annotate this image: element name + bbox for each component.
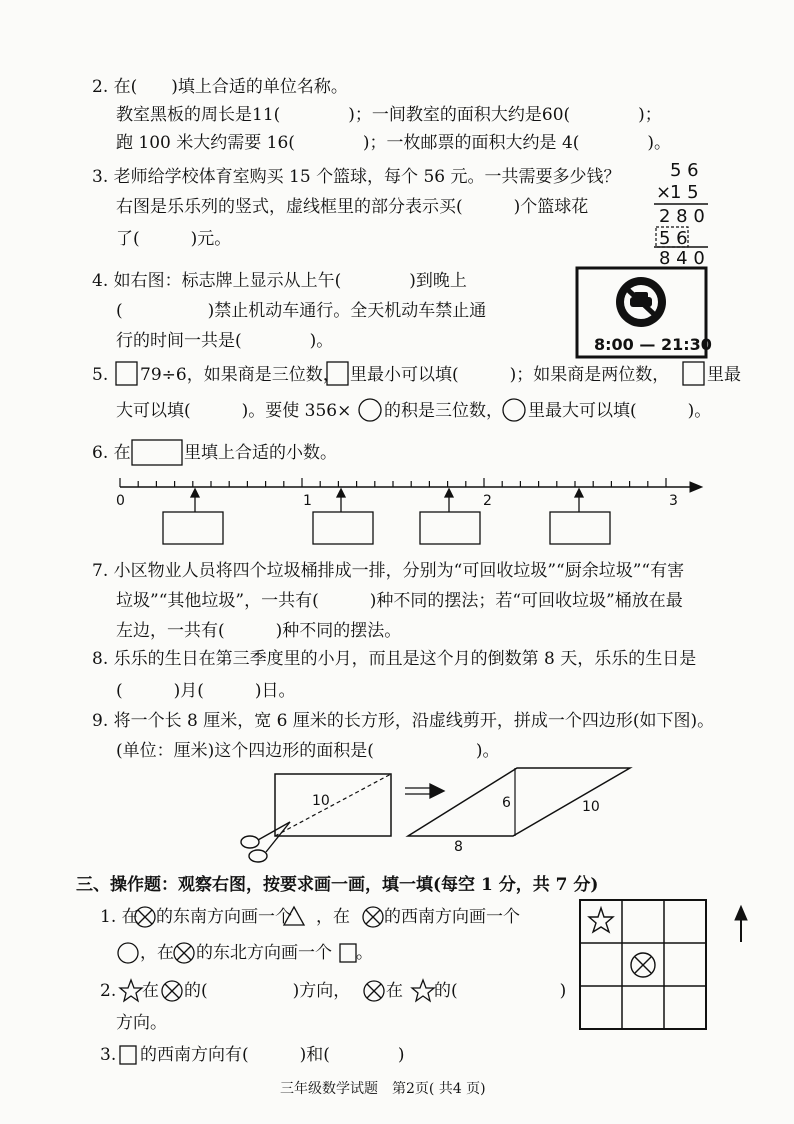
calc-multiplier: 1 5 bbox=[670, 182, 699, 203]
up-arrow-icon bbox=[337, 489, 345, 497]
number-line-arrow-icon bbox=[690, 482, 702, 492]
calc-partial-2: 5 6 bbox=[659, 228, 688, 249]
scissors-icon bbox=[241, 822, 290, 862]
s3q2-p3: 的( )方向， bbox=[184, 981, 351, 1001]
q5-box-1[interactable] bbox=[116, 362, 137, 385]
q5-part5: 大可以填( )。要使 356× bbox=[116, 401, 352, 421]
para-height-label: 6 bbox=[502, 795, 511, 811]
s3q1-p2: 的东南方向画一个 bbox=[156, 907, 292, 927]
q9-line1: 9. 将一个长 8 厘米，宽 6 厘米的长方形，沿虚线剪开，拼成一个四边形(如下图)。 bbox=[92, 711, 715, 731]
transform-arrow-icon bbox=[405, 784, 444, 798]
grid-star-icon bbox=[589, 908, 613, 932]
sign-time: 8:00 — 21:30 bbox=[594, 335, 712, 354]
q6-answer-box-3[interactable] bbox=[420, 512, 480, 544]
q2-title: 2. 在( )填上合适的单位名称。 bbox=[92, 77, 348, 97]
q6-part2: 里填上合适的小数。 bbox=[184, 443, 337, 463]
s3q1-p5: ，在 bbox=[140, 943, 174, 963]
triangle-icon bbox=[284, 907, 304, 925]
s3q1-p3: ，在 bbox=[316, 907, 350, 927]
q8-line1: 8. 乐乐的生日在第三季度里的小月，而且是这个月的倒数第 8 天，乐乐的生日是 bbox=[92, 649, 697, 669]
q9-line2: (单位：厘米)这个四边形的面积是( )。 bbox=[116, 741, 500, 761]
q6-answer-box-4[interactable] bbox=[550, 512, 610, 544]
q7-line1: 7. 小区物业人员将四个垃圾桶排成一排，分别为“可回收垃圾”“厨余垃圾”“有害 bbox=[92, 561, 685, 581]
q5-circle-2[interactable] bbox=[503, 399, 525, 421]
star-icon bbox=[120, 980, 142, 1001]
calc-operator: × bbox=[656, 182, 672, 203]
up-arrow-icon bbox=[575, 489, 583, 497]
q7-line3: 左边，一共有( )种不同的摆法。 bbox=[116, 621, 402, 641]
vertical-multiplication bbox=[654, 204, 708, 247]
tick-label-0: 0 bbox=[116, 493, 125, 509]
s3q2-p4: 在 bbox=[386, 981, 403, 1001]
s3q1-p6: 的东北方向画一个 bbox=[196, 943, 332, 963]
q6-part1: 6. 在 bbox=[92, 443, 131, 463]
q3-line2: 右图是乐乐列的竖式，虚线框里的部分表示买( )个篮球花 bbox=[116, 197, 589, 217]
calc-result: 8 4 0 bbox=[659, 248, 705, 269]
tick-label-3: 3 bbox=[669, 493, 678, 509]
calc-multiplicand: 5 6 bbox=[670, 160, 699, 181]
section-3-title: 三、操作题：观察右图，按要求画一画，填一填(每空 1 分，共 7 分) bbox=[76, 875, 599, 895]
s3q2-p5: 的( ) bbox=[434, 981, 567, 1001]
q2-line2: 跑 100 米大约需要 16( )；一枚邮票的面积大约是 4( )。 bbox=[116, 133, 672, 153]
q2-line1: 教室黑板的周长是11( )；一间教室的面积大约是60( )； bbox=[116, 105, 662, 125]
q4-line1: 4. 如右图：标志牌上显示从上午( )到晚上 bbox=[92, 271, 467, 291]
q9-rectangle bbox=[275, 774, 391, 836]
q6-answer-box-1[interactable] bbox=[163, 512, 223, 544]
s3q3-p1: 3. bbox=[100, 1045, 117, 1065]
q5-box-3[interactable] bbox=[683, 362, 704, 385]
q3-line1: 3. 老师给学校体育室购买 15 个篮球，每个 56 元。一共需要多少钱？ bbox=[92, 167, 621, 187]
up-arrow-icon bbox=[191, 489, 199, 497]
para-base-label: 8 bbox=[454, 839, 463, 855]
s3q2-p2: 在 bbox=[142, 981, 159, 1001]
north-arrow-icon bbox=[735, 906, 747, 942]
q5-box-2[interactable] bbox=[327, 362, 348, 385]
q6-answer-box-2[interactable] bbox=[313, 512, 373, 544]
q5-part7: 里最大可以填( )。 bbox=[528, 401, 712, 421]
q5-part4: 里最 bbox=[707, 365, 741, 385]
tick-label-1: 1 bbox=[303, 493, 312, 509]
no-motor-vehicle-sign bbox=[577, 268, 706, 357]
s3q1-p7: 。 bbox=[356, 943, 373, 963]
number-line-ticks bbox=[120, 478, 666, 487]
calc-partial-1: 2 8 0 bbox=[659, 206, 705, 227]
tick-label-2: 2 bbox=[483, 493, 492, 509]
q6-title-box bbox=[132, 440, 182, 465]
q7-line2: 垃圾”“其他垃圾”，一共有( )种不同的摆法；若“可回收垃圾”桶放在最 bbox=[116, 591, 683, 611]
s3q2-line2: 方向。 bbox=[116, 1013, 167, 1033]
q5-circle-1[interactable] bbox=[359, 399, 381, 421]
para-side-label: 10 bbox=[582, 799, 600, 815]
q5-part2: 79÷6，如果商是三位数， bbox=[140, 365, 340, 385]
star-icon bbox=[412, 980, 434, 1001]
cut-line bbox=[275, 774, 391, 836]
q5-part6: 的积是三位数， bbox=[384, 401, 503, 421]
direction-grid bbox=[580, 900, 706, 1029]
s3q2-p1: 2. bbox=[100, 981, 117, 1001]
s3q1-p1: 1. 在 bbox=[100, 907, 139, 927]
s3q3-p2: 的西南方向有( )和( ) bbox=[140, 1045, 405, 1065]
rect-diagonal-label: 10 bbox=[312, 793, 330, 809]
q8-line2: ( )月( )日。 bbox=[116, 681, 296, 701]
page-footer: 三年级数学试题 第2页( 共4 页) bbox=[280, 1081, 486, 1097]
up-arrow-icon bbox=[445, 489, 453, 497]
q5-number: 5. bbox=[92, 365, 109, 385]
dashed-frame bbox=[656, 227, 688, 247]
q9-parallelogram bbox=[408, 768, 630, 836]
circle-icon bbox=[118, 943, 138, 963]
q3-line3: 了( )元。 bbox=[116, 229, 232, 249]
q5-part3: 里最小可以填( )；如果商是两位数， bbox=[350, 365, 670, 385]
q4-line2: ( )禁止机动车通行。全天机动车禁止通 bbox=[116, 301, 487, 321]
q4-line3: 行的时间一共是( )。 bbox=[116, 331, 334, 351]
s3q1-p4: 的西南方向画一个 bbox=[384, 907, 520, 927]
square-icon bbox=[120, 1046, 136, 1064]
square-icon bbox=[340, 944, 356, 962]
